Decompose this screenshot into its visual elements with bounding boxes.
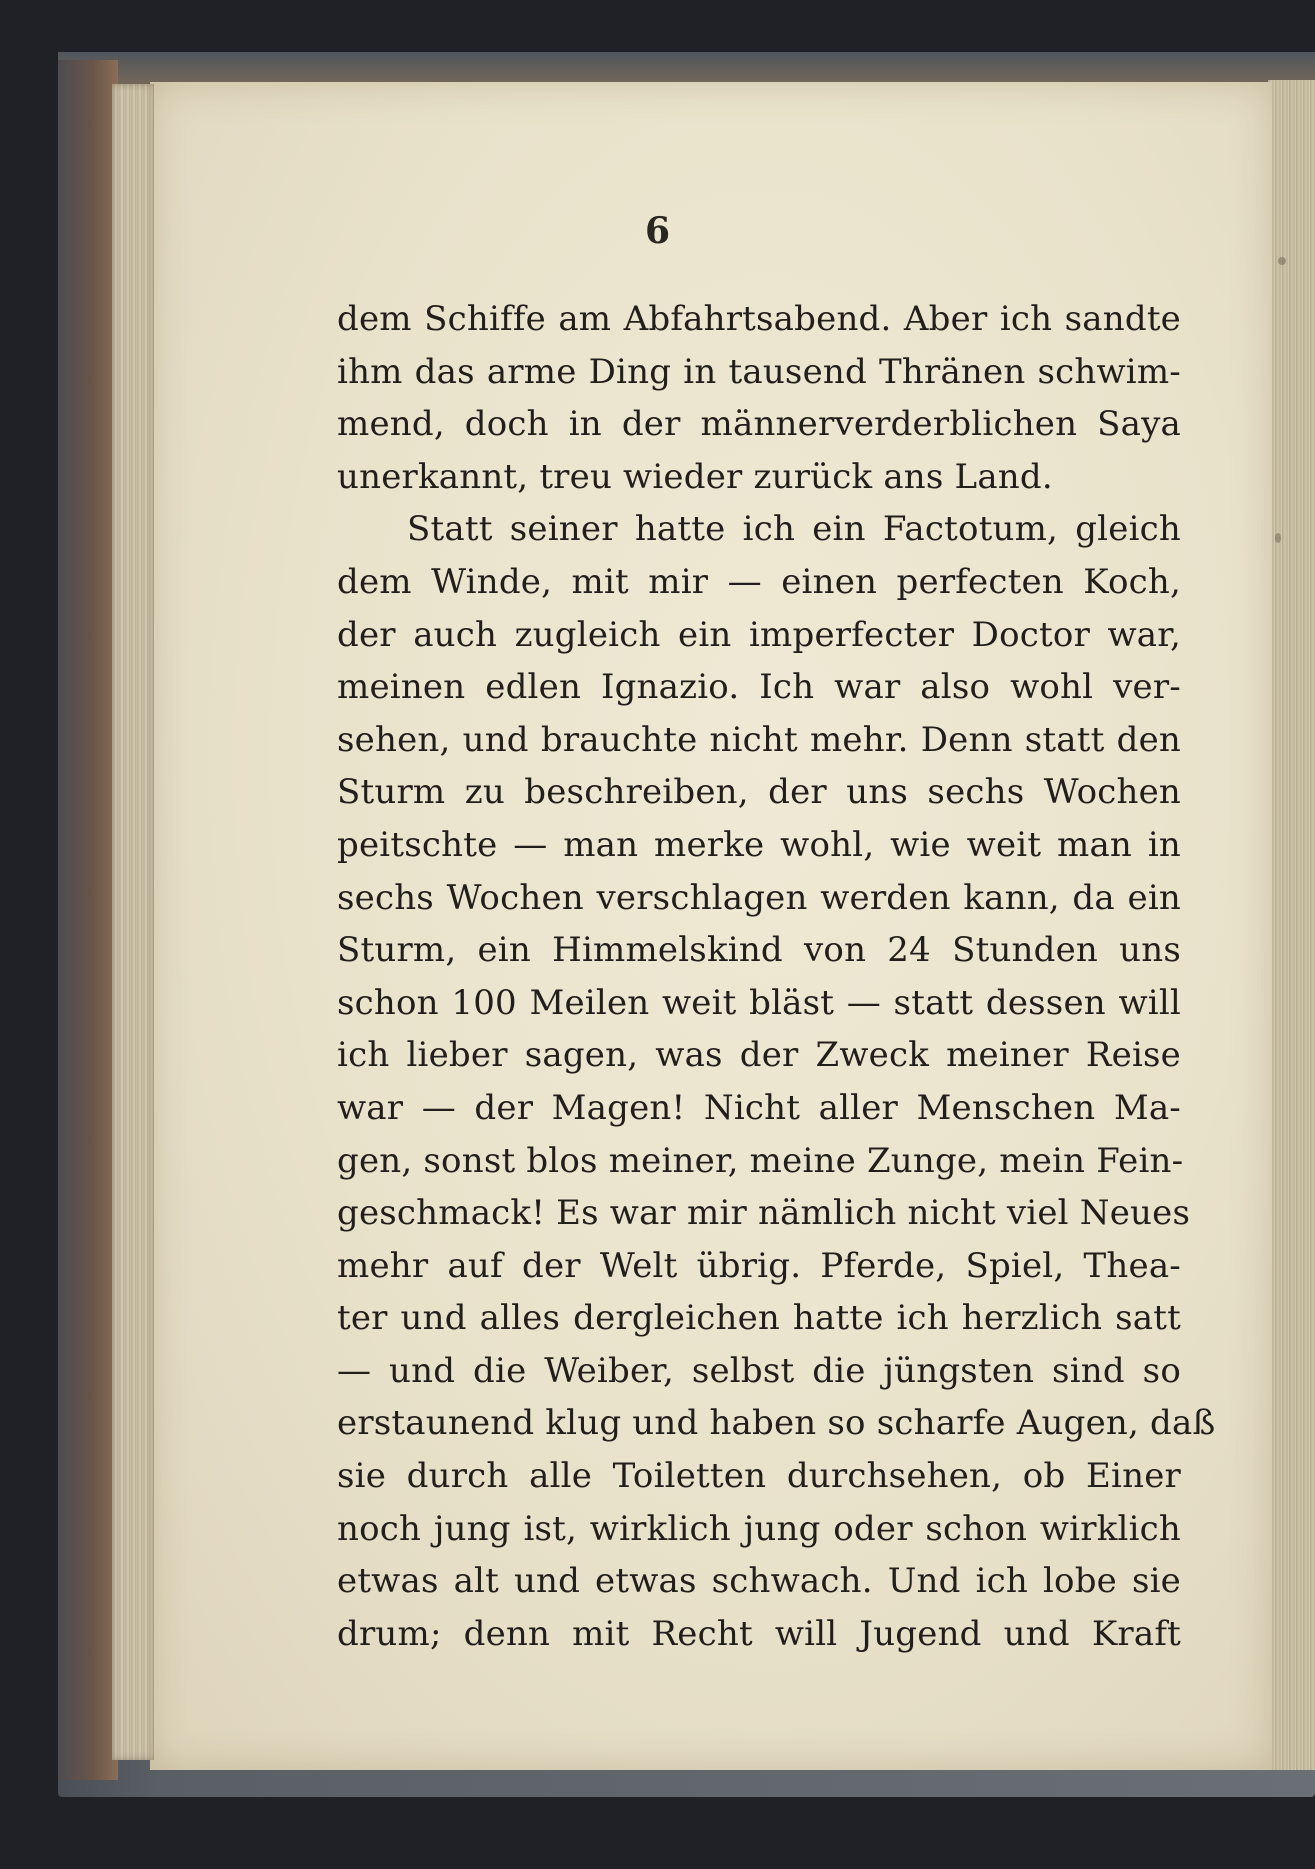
- text-line: Sturm, ein Himmelskind von 24 Stunden uns: [337, 930, 1181, 971]
- body-text: [337, 293, 1216, 1660]
- page-number: 6: [644, 210, 671, 252]
- text-line: unerkannt, treu wieder zurück ans Land.: [337, 456, 1053, 497]
- text-line: war — der Magen! Nicht aller Menschen Ma-: [337, 1087, 1181, 1128]
- text-line: ihm das arme Ding in tausend Thränen schwim-: [337, 351, 1181, 392]
- text-line: ich lieber sagen, was der Zweck meiner Reise: [337, 1035, 1181, 1076]
- text-line: erstaunend klug und haben so scharfe Augen, daß: [337, 1403, 1216, 1444]
- text-line: mend, doch in der männerverderblichen Saya: [337, 404, 1181, 445]
- text-line: Statt seiner hatte ich ein Factotum, gleich: [407, 509, 1181, 550]
- text-line: geschmack! Es war mir nämlich nicht viel Neues: [337, 1193, 1191, 1234]
- text-line: Sturm zu beschreiben, der uns sechs Wochen: [337, 772, 1181, 813]
- leather-spine-strip: [58, 60, 118, 1780]
- text-line: — und die Weiber, selbst die jüngsten sind so: [337, 1350, 1181, 1391]
- text-line: sechs Wochen verschlagen werden kann, da ein: [337, 877, 1181, 918]
- text-line: peitschte — man merke wohl, wie weit man in: [337, 824, 1181, 865]
- text-line: dem Winde, mit mir — einen perfecten Koch,: [337, 561, 1181, 602]
- text-line: der auch zugleich ein imperfecter Doctor war,: [337, 614, 1181, 655]
- text-line: meinen edlen Ignazio. Ich war also wohl ver-: [337, 667, 1181, 708]
- text-line: dem Schiffe am Abfahrtsabend. Aber ich sandte: [337, 299, 1181, 339]
- text-line: sehen, und brauchte nicht mehr. Denn statt den: [337, 719, 1181, 760]
- text-line: ter und alles dergleichen hatte ich herzlich satt: [337, 1298, 1181, 1339]
- text-line: gen, sonst blos meiner, meine Zunge, mein Fein-: [337, 1140, 1184, 1181]
- text-line: noch jung ist, wirklich jung oder schon wirklich: [337, 1508, 1181, 1549]
- smudge-mark: [1278, 257, 1286, 265]
- page-edges-left: [112, 84, 154, 1760]
- text-line: schon 100 Meilen weit bläst — statt dessen will: [337, 982, 1181, 1023]
- page-edges-right: [1268, 80, 1315, 1770]
- smudge-mark: [1275, 533, 1281, 543]
- text-line: drum; denn mit Recht will Jugend und Kraft: [337, 1613, 1181, 1654]
- text-line: etwas alt und etwas schwach. Und ich lobe sie: [337, 1561, 1181, 1602]
- text-line: sie durch alle Toiletten durchsehen, ob Einer: [337, 1456, 1181, 1497]
- text-line: mehr auf der Welt übrig. Pferde, Spiel, Thea-: [337, 1245, 1181, 1286]
